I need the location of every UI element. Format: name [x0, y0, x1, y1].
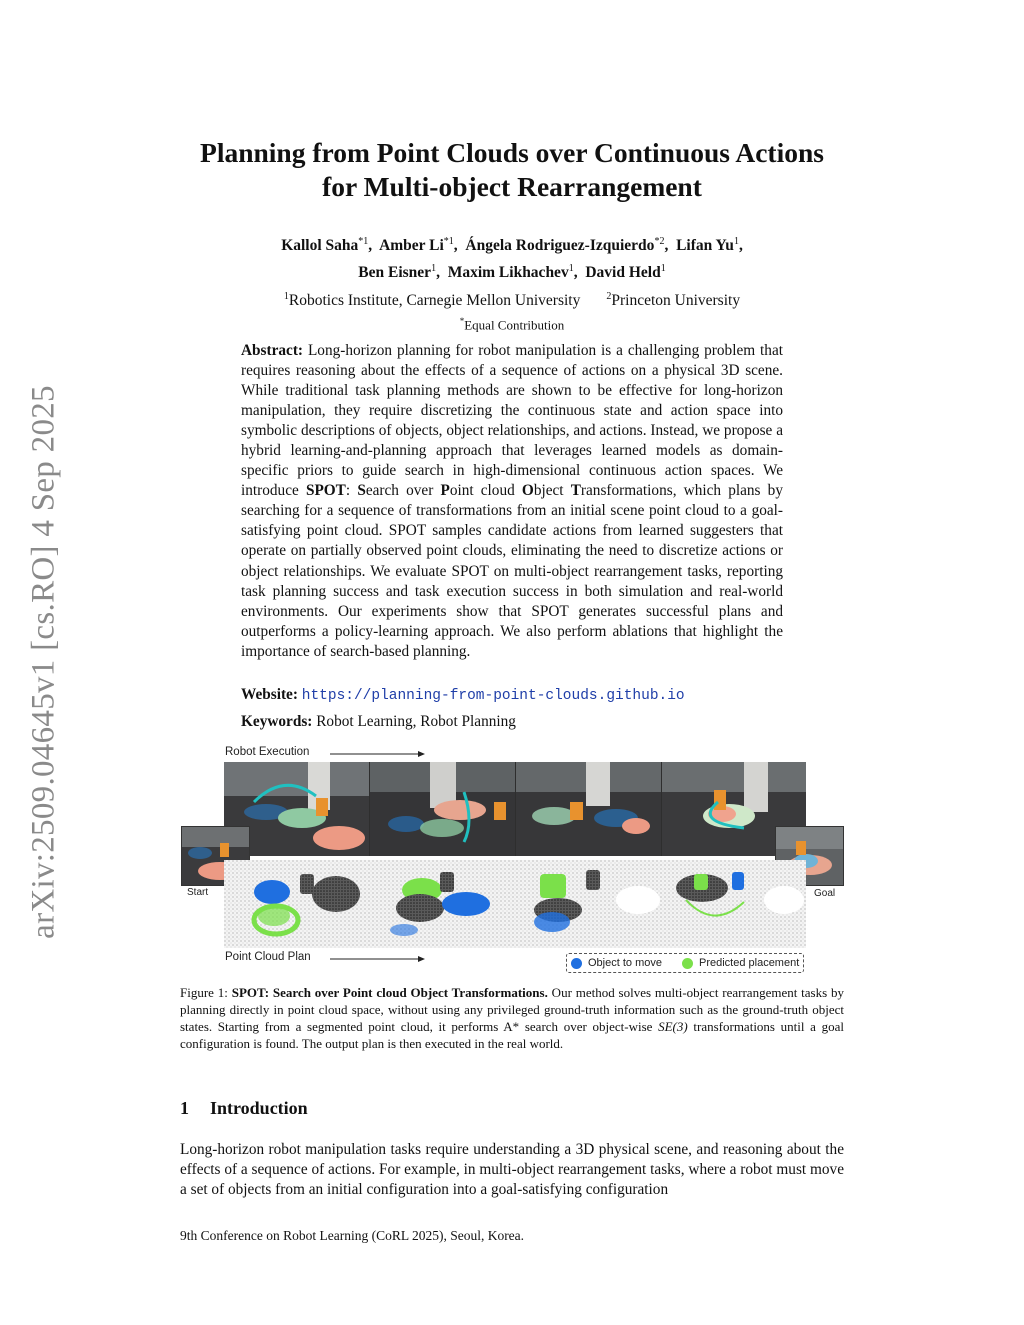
- caption-label: Figure 1:: [180, 985, 228, 1000]
- author-name: Lifan Yu: [676, 237, 734, 255]
- affiliation-princeton: Princeton University: [611, 292, 741, 310]
- goal-label: Goal: [814, 888, 836, 899]
- author-name: Ángela Rodriguez-Izquierdo: [465, 237, 655, 255]
- website-line: [241, 686, 685, 704]
- section-heading: [180, 1098, 308, 1119]
- author-name: Amber Li: [379, 237, 444, 255]
- paper-title: [150, 136, 874, 204]
- point-cloud-plan-arrow: [330, 953, 426, 965]
- authors-line-2: Ben Eisner$^1$, Maxim Likhachev$^1$, David Held$^1$: [358, 263, 666, 282]
- author-name: Kallol Saha: [281, 237, 359, 255]
- legend-predicted-placement: Predicted placement: [698, 957, 800, 969]
- authors-line-1: Kallol Saha$^{*1}$, Amber Li$^{*1}$, Ángela Rodriguez-Izquierdo$^{*2}$, Lifan Yu$^1$,: [281, 236, 743, 255]
- robot-execution-arrow: [330, 748, 426, 760]
- author-name: Maxim Likhachev: [447, 264, 569, 282]
- goal-image: [775, 826, 844, 886]
- object-to-move-swatch: [571, 958, 582, 969]
- caption-title: SPOT: Search over Point cloud Object Transformations.: [231, 985, 548, 1000]
- arxiv-identifier: arXiv:2509.04645v1 [cs.RO] 4 Sep 2025: [25, 385, 62, 939]
- legend-object-to-move: Object to move: [588, 957, 662, 969]
- conference-footer: 9th Conference on Robot Learning (CoRL 2025), Seoul, Korea.: [180, 1228, 525, 1243]
- point-cloud-plan-images: [224, 860, 806, 948]
- author-name: David Held: [585, 264, 661, 282]
- start-image: [181, 826, 250, 886]
- abstract: Abstract: Long-horizon planning for robot manipulation is a challenging problem that requires reasoning about the effects of a sequence of actions on a physical 3D scene. While traditional task planning methods are shown to be effective for long-horizon manipulation, they require discretizing the continuous state and action space into symbolic descriptions of objects, object relationships, and actions. Instead, we propose a hybrid learning-and-planning approach that leverages learned models as domain-specific priors to guide search in high-dimensional continuous action spaces. We introduce SPOT: Search over Point cloud Object Transformations, which plans by searching for a sequence of transformations from an initial scene point cloud to a goal-satisfying point cloud. SPOT samples candidate actions from learned suggesters that operate on partially observed point clouds, eliminating the need to discretize actions or object relationships. We evaluate SPOT on multi-object rearrangement tasks, reporting task planning success and task execution success in both simulation and real-world environments. Our experiments show that SPOT generates successful plans and outperforms a policy-learning approach. We also perform ablations that highlight the importance of search-based planning.: [241, 342, 783, 660]
- robot-execution-label: Robot Execution: [225, 746, 310, 758]
- caption-math: SE(3): [658, 1019, 688, 1034]
- title-line-1: Planning from Point Clouds over Continuous Actions: [200, 137, 824, 168]
- point-cloud-frames: [224, 860, 806, 948]
- title-line-2: for Multi-object Rearrangement: [322, 171, 702, 202]
- figure-caption: Figure 1: SPOT: Search over Point cloud Object Transformations. Our method solves multi-object rearrangement tasks by planning directly in point cloud space, without using any privileged ground-truth information such as the ground-truth object states. Starting from a segmented point cloud, it performs A* search over object-wise SE(3) transformations until a goal configuration is found. The output plan is then executed in the real world.: [180, 985, 845, 1051]
- website-label: Website:: [241, 686, 298, 703]
- robot-execution-photos: [224, 762, 806, 856]
- keywords-label: Keywords:: [241, 713, 313, 730]
- equal-contribution-note: *Equal Contribution: [459, 316, 565, 333]
- website-link[interactable]: https://planning-from-point-clouds.github.io: [301, 688, 685, 704]
- affiliations: $^1$Robotics Institute, Carnegie Mellon University $^2$Princeton University: [283, 291, 741, 310]
- start-label: Start: [187, 887, 209, 898]
- point-cloud-plan-label: Point Cloud Plan: [225, 951, 311, 963]
- abstract-label: Abstract:: [241, 342, 304, 359]
- intro-paragraph: Long-horizon robot manipulation tasks require understanding a 3D physical scene, and reasoning about the effects of a sequence of actions. For example, in multi-object rearrangement tasks, where a robot must move a set of objects from an initial configuration into a goal-satisfying configuration: [180, 1141, 844, 1199]
- keywords-text: Robot Learning, Robot Planning: [316, 713, 516, 730]
- section-number: 1: [180, 1098, 189, 1118]
- keywords-line: [241, 713, 516, 731]
- affiliation-cmu: Robotics Institute, Carnegie Mellon University: [288, 292, 581, 310]
- predicted-placement-swatch: [682, 958, 693, 969]
- figure-legend: [566, 953, 804, 973]
- author-name: Ben Eisner: [358, 264, 432, 282]
- section-title: Introduction: [210, 1098, 308, 1118]
- robot-execution-frames: [224, 762, 806, 856]
